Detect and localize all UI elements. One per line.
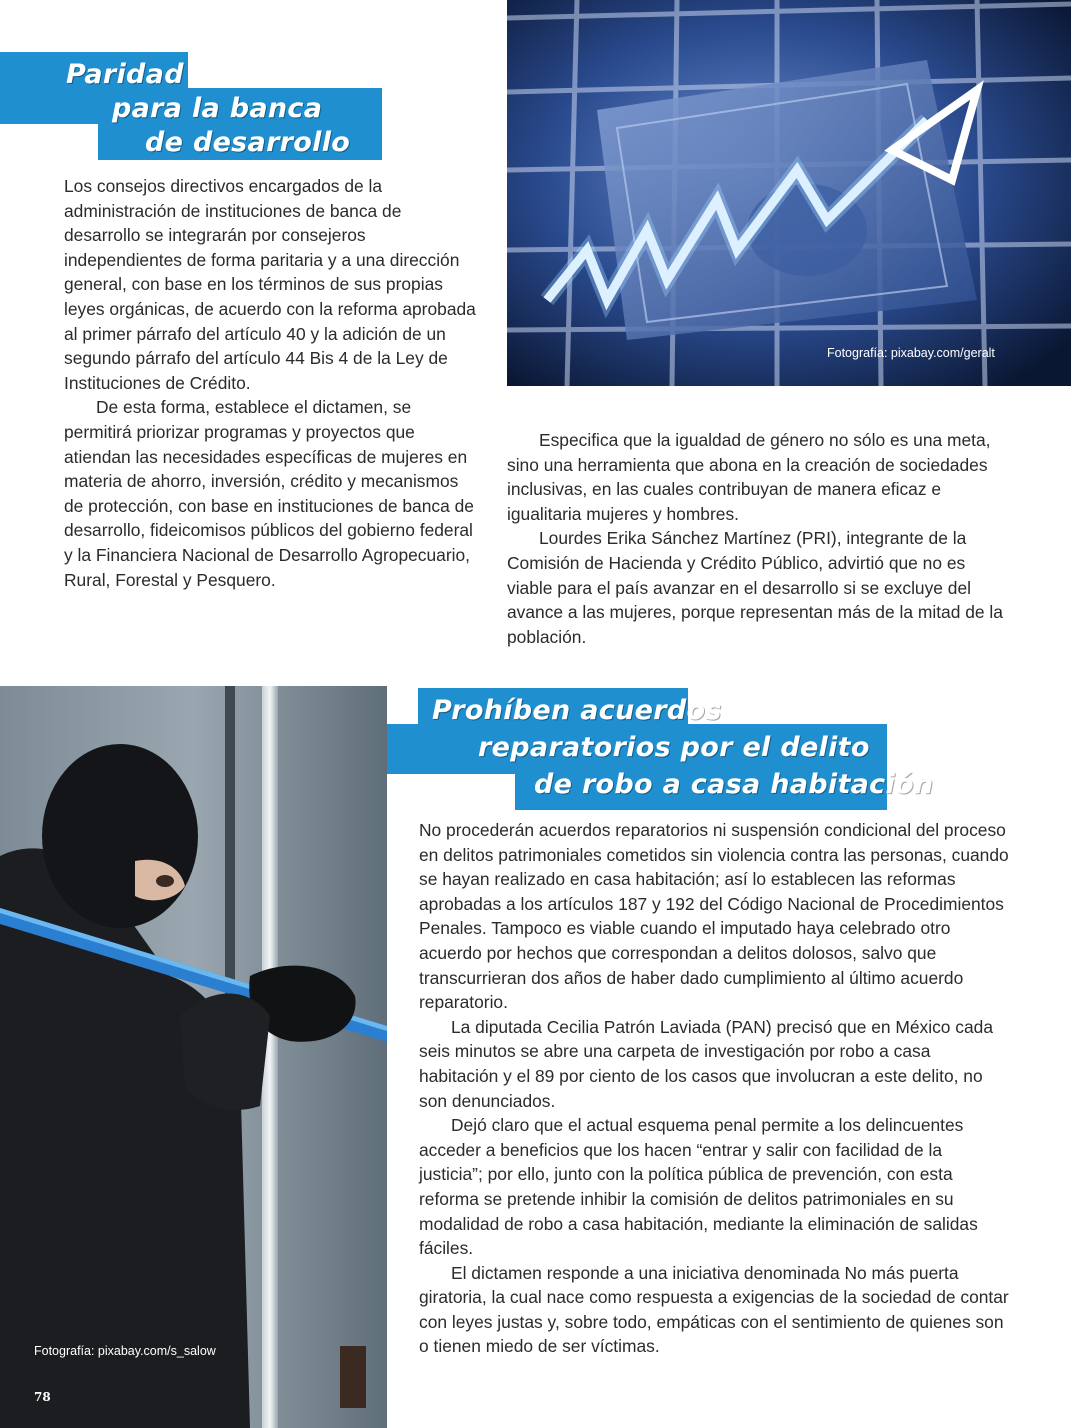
paragraph: No procederán acuerdos reparatorios ni suspensión condicional del proceso en delitos patrimoniales cometidos sin violencia contra las personas, cuando se hayan realizado en casa habitación; así lo establecen las reformas aprobadas a los artículos 187 y 192 del Código Nacional de Procedimientos Penales. Tampoco es viable cuando el imputado haya celebrado otro acuerdo por hechos que correspondan a delitos dolosos, salvo que transcurrieran dos años de haber dado cumplimiento al último acuerdo reparatorio. — [419, 820, 1009, 1013]
photo-credit: Fotografía: pixabay.com/geralt — [827, 346, 995, 360]
paragraph: El dictamen responde a una iniciativa denominada No más puerta giratoria, la cual nace como respuesta a exigencias de la sociedad de contar con leyes justas y, sobre todo, empáticas con el sentimiento de quienes son o tienen miedo de ser víctimas. — [419, 1262, 1009, 1357]
photo-credit: Fotografía: pixabay.com/s_salow — [34, 1344, 216, 1358]
title-line: Prohíben acuerdos — [432, 695, 722, 726]
paragraph: Los consejos directivos encargados de la administración de instituciones de banca de desarrollo se integrarán por consejeros independientes de forma paritaria y a una dirección general, con base en los términos de sus propias leyes orgánicas, de acuerdo con la reforma aprobada al primer párrafo del artículo 40 y la adición de un segundo párrafo del artículo 44 Bis 4 de la Ley de Instituciones de Crédito. — [64, 176, 476, 393]
paragraph: De esta forma, establece el dictamen, se permitirá priorizar programas y proyectos que atiendan las necesidades específicas de mujeres en materia de ahorro, inversión, crédito y mecanismos de protección, con base en instituciones de banca de desarrollo, fideicomisos públicos del gobierno federal y la Financiera Nacional de Desarrollo Agropecuario, Rural, Forestal y Pesquero. — [64, 397, 474, 590]
page-number: 78 — [34, 1390, 51, 1404]
title-line: de robo a casa habitación — [534, 769, 934, 800]
finance-photo — [507, 0, 1071, 386]
finance-arrow-illustration — [507, 0, 1071, 386]
paragraph: La diputada Cecilia Patrón Laviada (PAN) precisó que en México cada seis minutos se abre una carpeta de investigación por robo a casa habitación y el 89 por ciento de los casos que involucran a este delito, no son denunciados. — [419, 1016, 993, 1111]
paragraph: Lourdes Erika Sánchez Martínez (PRI), integrante de la Comisión de Hacienda y Crédito Público, advirtió que no es viable para el país avanzar en el desarrollo si se excluye del avance a las mujeres, porque representan más de la mitad de la población. — [507, 528, 1003, 647]
section1-left-column — [64, 174, 480, 592]
section1-right-column — [507, 428, 1007, 649]
title-line: reparatorios por el delito — [478, 732, 870, 763]
burglar-photo — [0, 686, 387, 1428]
section2-column — [419, 818, 1009, 1359]
title-line: Paridad — [66, 59, 184, 90]
title-line: de desarrollo — [145, 127, 351, 158]
title-line: para la banca — [112, 93, 323, 124]
burglar-illustration — [0, 686, 387, 1428]
paragraph: Especifica que la igualdad de género no sólo es una meta, sino una herramienta que abona en la creación de sociedades inclusivas, en las cuales contribuyan de manera eficaz e igualitaria mujeres y hombres. — [507, 430, 991, 524]
paragraph: Dejó claro que el actual esquema penal permite a los delincuentes acceder a beneficios que los hacen “entrar y salir con facilidad de la justicia”; por ello, junto con la política pública de prevención, con esta reforma se pretende inhibir la comisión de delitos patrimoniales en su modalidad de robo a casa habitación, mediante la eliminación de salidas fáciles. — [419, 1115, 978, 1259]
